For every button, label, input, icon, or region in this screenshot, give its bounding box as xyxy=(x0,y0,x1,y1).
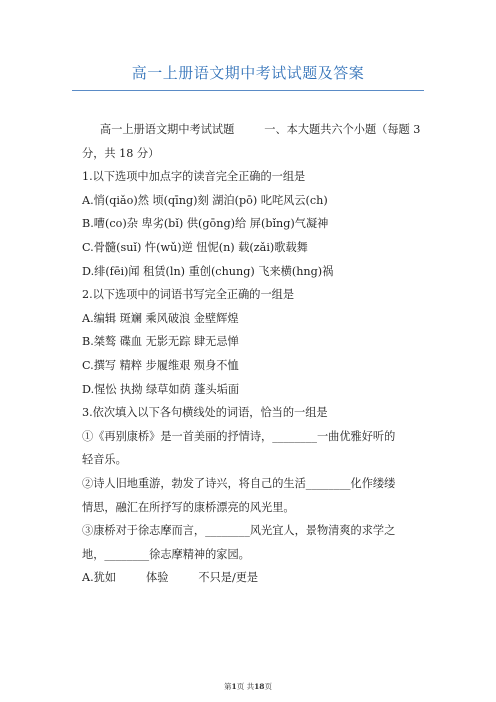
page-footer: 第1页 共18页 xyxy=(223,682,273,691)
fill-blank: ________ xyxy=(272,429,317,443)
question-1: 1.以下选项中加点字的读音完全正确的一组是 xyxy=(82,170,306,184)
page-number: 1 xyxy=(231,682,237,691)
question-3: 3.依次填入以下各句横线处的词语，恰当的一组是 xyxy=(82,406,328,420)
question-3-sentence-2-cont: 情思，融汇在所抒写的康桥漂亮的风光里。 xyxy=(82,500,295,514)
question-3-option-a: A.犹如 体验 不只是/更是 xyxy=(82,571,259,585)
question-2: 2.以下选项中的词语书写完全正确的一组是 xyxy=(82,288,295,302)
question-1-option-a: A.悄(qiǎo)然 顷(qīng)刻 湖泊(pō) 叱咤风云(ch) xyxy=(82,193,328,207)
intro-line-2: 分，共 18 分） xyxy=(82,146,160,160)
question-2-option-c: C.撰写 精粹 步履维艰 殒身不恤 xyxy=(82,358,239,372)
question-3-sentence-2: ②诗人旧地重游，勃发了诗兴，将自己的生活________化作缕缕 xyxy=(82,476,396,490)
intro-heading: 高一上册语文期中考试试题 xyxy=(100,123,235,136)
question-2-option-b: B.桀骜 碟血 无影无踪 肆无忌惮 xyxy=(82,335,239,349)
page-total: 18 xyxy=(254,682,265,691)
title-divider xyxy=(72,90,424,91)
question-2-option-d: D.惺忪 执拗 绿草如荫 蓬头垢面 xyxy=(82,382,240,396)
question-1-option-d: D.绯(fēi)闻 租赁(ln) 重创(chung) 飞来横(hng)祸 xyxy=(82,264,334,278)
question-3-sentence-1: ①《再别康桥》是一首美丽的抒情诗，________一曲优雅好听的 xyxy=(82,429,396,443)
question-2-option-a: A.编辑 斑斓 乘风破浪 金壁辉煌 xyxy=(82,311,239,325)
question-1-option-c: C.骨髓(suǐ) 忤(wǔ)逆 忸怩(n) 载(zǎi)歌载舞 xyxy=(82,240,308,254)
section-heading: 一、本大题共六个小题（每题 3 xyxy=(264,123,421,136)
document-body xyxy=(82,118,422,590)
question-3-sentence-3-cont: 地，________徐志摩精神的家园。 xyxy=(82,547,250,561)
question-3-sentence-3: ③康桥对于徐志摩而言，________风光宜人，景物清爽的求学之 xyxy=(82,524,396,538)
fill-blank: ________ xyxy=(205,524,250,538)
question-1-option-b: B.嘈(co)杂 卑劣(bǐ) 供(gōng)给 屏(bǐng)气凝神 xyxy=(82,217,329,231)
document-title: 高一上册语文期中考试试题及答案 xyxy=(131,64,365,82)
fill-blank: ________ xyxy=(104,547,150,561)
fill-blank: ________ xyxy=(305,476,351,490)
intro-line xyxy=(82,118,422,142)
question-3-sentence-1-cont: 轻音乐。 xyxy=(82,453,127,467)
